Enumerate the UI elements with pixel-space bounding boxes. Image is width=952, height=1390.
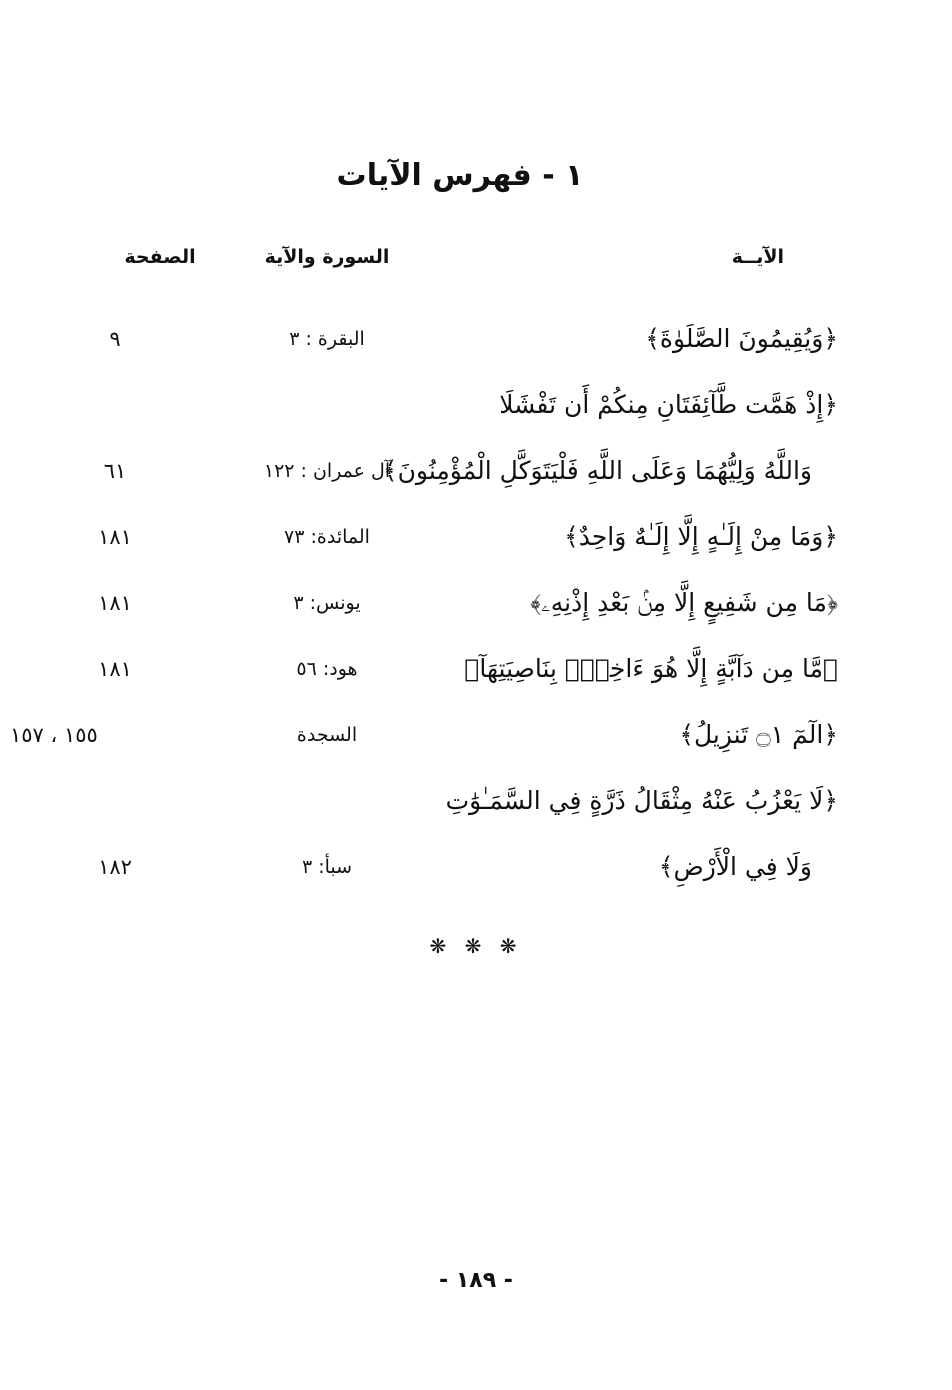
section-separator: ❋ ❋ ❋	[429, 934, 523, 958]
ayah-text: وَلَا فِي الْأَرْضِ﴾	[658, 852, 812, 881]
ayah-text: ﴿وَيُقِيمُونَ الصَّلَوٰةَ﴾	[645, 324, 838, 353]
ayah-text: ﴿وَمَا مِنْ إِلَـٰهٍ إِلَّا إِلَـٰهٌ وَاحِدٌ﴾	[564, 522, 838, 551]
column-header-surah: السورة والآية	[264, 246, 390, 268]
index-row	[0, 636, 952, 702]
index-row	[0, 702, 952, 768]
ayah-text: ﴿لَا يَعْزُبُ عَنْهُ مِثْقَالُ ذَرَّةٍ فِي السَّمَـٰوَٰتِ	[445, 786, 838, 815]
column-header-ayah: الآيــة	[731, 246, 784, 268]
surah-ref: آل عمران : ١٢٢	[263, 460, 391, 482]
page-ref: ١٨١	[98, 657, 132, 681]
page-number: - ١٨٩ -	[439, 1268, 513, 1293]
surah-ref: سبأ: ٣	[301, 856, 353, 878]
surah-ref: السجدة	[296, 724, 358, 746]
ayah-text: ﴿الٓمٓ ۝١ تَنزِيلُ﴾	[679, 720, 838, 749]
page-ref: ٦١	[103, 459, 127, 483]
ayah-text: ﴿مَا مِن شَفِيعٍ إِلَّا مِنۢ بَعْدِ إِذْنِهِۦ﴾	[530, 588, 838, 617]
page-title: ١ - فهرس الآيات	[336, 158, 584, 193]
index-row	[0, 438, 952, 504]
index-row	[0, 768, 952, 834]
surah-ref: يونس: ٣	[293, 592, 361, 614]
index-row	[0, 570, 952, 636]
index-row	[0, 834, 952, 900]
index-row	[0, 306, 952, 372]
index-row	[0, 504, 952, 570]
index-row	[0, 372, 952, 438]
page-ref: ١٨١	[98, 525, 132, 549]
surah-ref: هود: ٥٦	[296, 658, 358, 680]
ayah-text: ﴿إِذْ هَمَّت طَّآئِفَتَانِ مِنكُمْ أَن تَفْشَلَا	[499, 390, 838, 419]
page-ref: ١٥٥ ، ١٥٧	[10, 723, 98, 747]
ayah-text: وَاللَّهُ وَلِيُّهُمَا وَعَلَى اللَّهِ فَلْيَتَوَكَّلِ الْمُؤْمِنُونَ﴾	[382, 456, 812, 485]
page-ref: ١٨٢	[98, 855, 132, 879]
surah-ref: المائدة: ٧٣	[284, 526, 370, 548]
page-ref: ٩	[109, 327, 121, 351]
column-header-page: الصفحة	[124, 246, 196, 268]
page-ref: ١٨١	[98, 591, 132, 615]
ayah-text: ﴿مَّا مِن دَآبَّةٍ إِلَّا هُوَ ءَاخِذٌۢ بِنَاصِيَتِهَآ﴾	[464, 654, 838, 683]
surah-ref: البقرة : ٣	[289, 328, 365, 350]
